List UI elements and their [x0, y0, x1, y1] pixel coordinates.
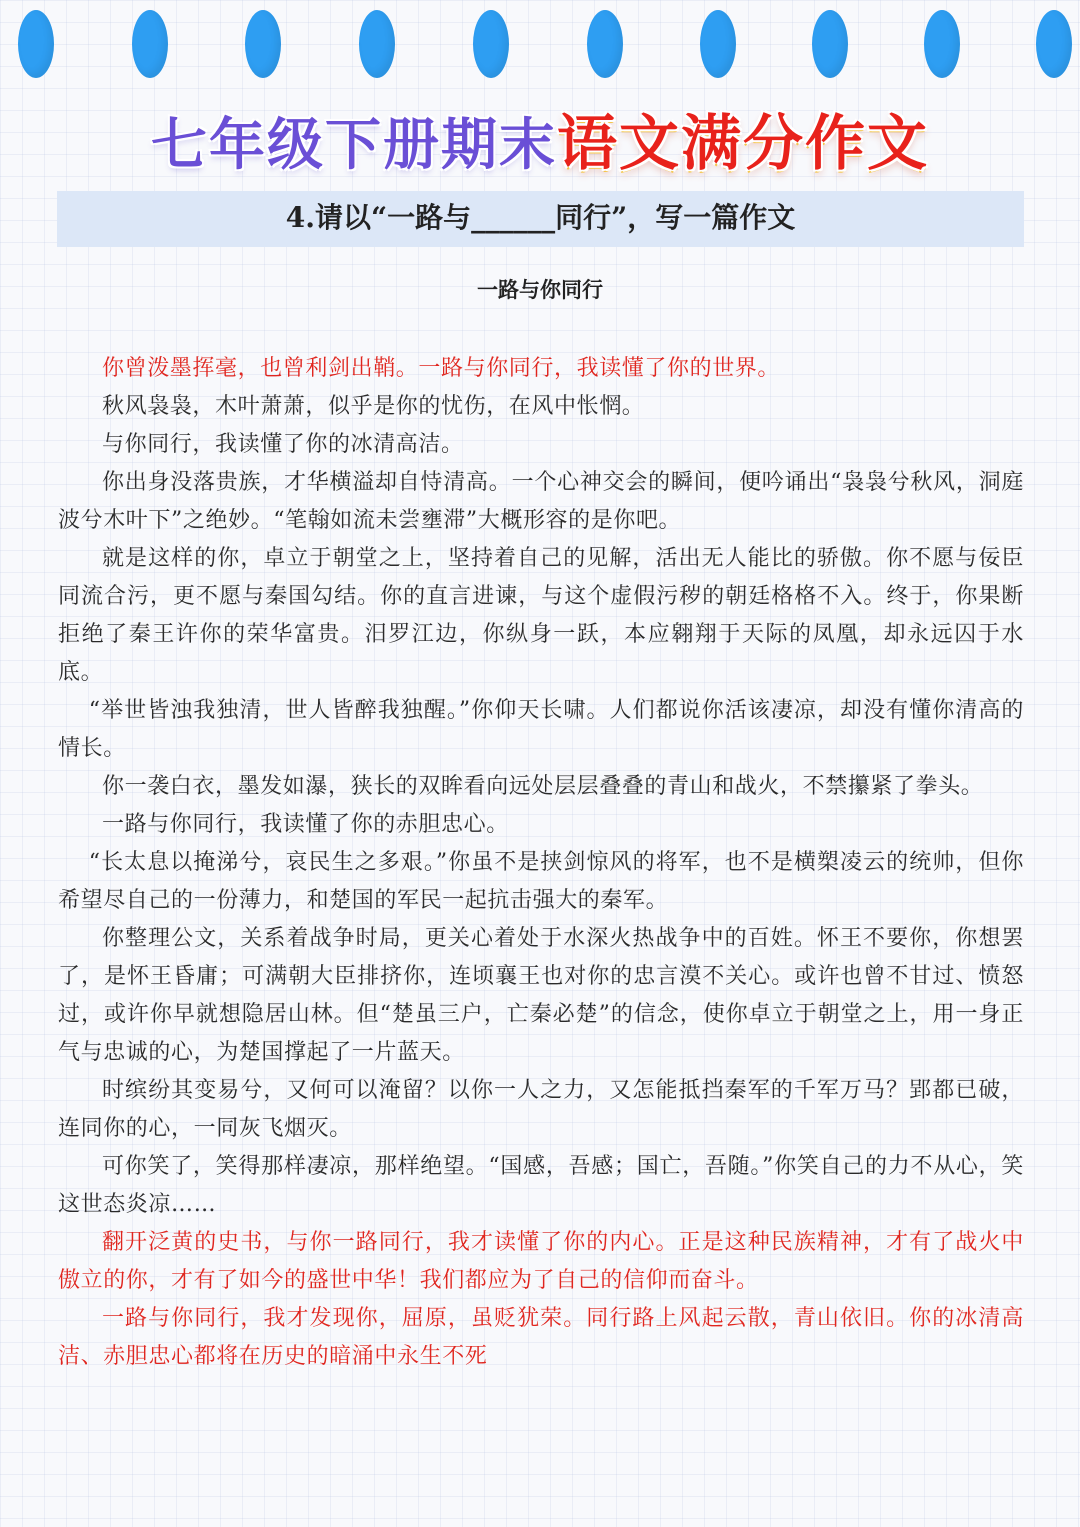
essay-paragraph: 你整理公文，关系着战争时局，更关心着处于水深火热战争中的百姓。怀王不要你，你想罢了，是怀王昏庸；可满朝大臣排挤你，连顷襄王也对你的忠言漠不关心。或许也曾不甘过、愤怒过，或许你早就想隐居山林。但“楚虽三户，亡秦必楚”的信念，使你卓立于朝堂之上，用一身正气与忠诚的心，为楚国撑起了一片蓝天。 — [58, 926, 1024, 1065]
essay-paragraph: 一路与你同行，我读懂了你的赤胆忠心。 — [102, 812, 509, 837]
essay-paragraph: 翻开泛黄的史书，与你一路同行，我才读懂了你的内心。正是这种民族精神，才有了战火中傲立的你，才有了如今的盛世中华！我们都应为了自己的信仰而奋斗。 — [58, 1230, 1024, 1293]
binder-hole-icon — [812, 10, 848, 78]
essay-prompt: 4.请以“一路与______同行”，写一篇作文 — [285, 201, 796, 234]
essay-body — [58, 350, 1024, 1376]
essay-paragraph: 时缤纷其变易兮，又何可以淹留？以你一人之力，又怎能抵挡秦军的千军万马？郢都已破，连同你的心，一同灰飞烟灭。 — [58, 1078, 1024, 1141]
essay-paragraph: “长太息以掩涕兮，哀民生之多艰。”你虽不是挟剑惊风的将军，也不是横槊凌云的统帅，但你希望尽自己的一份薄力，和楚国的军民一起抗击强大的秦军。 — [58, 850, 1024, 913]
binder-hole-icon — [245, 10, 281, 78]
essay-paragraph: “举世皆浊我独清，世人皆醉我独醒。”你仰天长啸。人们都说你活该凄凉，却没有懂你清高的情长。 — [58, 698, 1024, 761]
page-title-part1: 七年级下册期末 — [151, 113, 557, 178]
binder-hole-icon — [700, 10, 736, 78]
essay-paragraph: 你出身没落贵族，才华横溢却自恃清高。一个心神交会的瞬间，便吟诵出“袅袅兮秋风，洞庭波兮木叶下”之绝妙。“笔翰如流未尝壅滞”大概形容的是你吧。 — [58, 470, 1024, 533]
essay-paragraph: 秋风袅袅，木叶萧萧，似乎是你的忧伤，在风中怅惘。 — [102, 394, 645, 419]
page-title — [0, 96, 1080, 182]
page-title-part2: 语文满分作文 — [557, 109, 929, 179]
binder-hole-icon — [1036, 10, 1072, 78]
essay-title: 一路与你同行 — [477, 277, 603, 302]
binder-hole-icon — [359, 10, 395, 78]
essay-paragraph: 就是这样的你，卓立于朝堂之上，坚持着自己的见解，活出无人能比的骄傲。你不愿与佞臣同流合污，更不愿与秦国勾结。你的直言进谏，与这个虚假污秽的朝廷格格不入。终于，你果断拒绝了秦王许你的荣华富贵。汨罗江边，你纵身一跃，本应翱翔于天际的凤凰，却永远囚于水底。 — [58, 546, 1024, 685]
binder-hole-icon — [132, 10, 168, 78]
prompt-banner — [57, 191, 1024, 247]
decorative-dots-row — [0, 10, 1080, 82]
binder-hole-icon — [587, 10, 623, 78]
binder-hole-icon — [18, 10, 54, 78]
essay-paragraph: 可你笑了，笑得那样凄凉，那样绝望。“国感，吾感；国亡，吾随。”你笑自己的力不从心，笑这世态炎凉…… — [58, 1154, 1024, 1217]
essay-paragraph: 与你同行，我读懂了你的冰清高洁。 — [102, 432, 464, 457]
binder-hole-icon — [924, 10, 960, 78]
essay-paragraph: 你曾泼墨挥毫，也曾利剑出鞘。一路与你同行，我读懂了你的世界。 — [102, 356, 781, 381]
essay-paragraph: 一路与你同行，我才发现你，屈原，虽贬犹荣。同行路上风起云散，青山依旧。你的冰清高洁、赤胆忠心都将在历史的暗涌中永生不死 — [58, 1306, 1024, 1369]
binder-hole-icon — [473, 10, 509, 78]
essay-paragraph: 你一袭白衣，墨发如瀑，狭长的双眸看向远处层层叠叠的青山和战火，不禁攥紧了拳头。 — [102, 774, 984, 799]
